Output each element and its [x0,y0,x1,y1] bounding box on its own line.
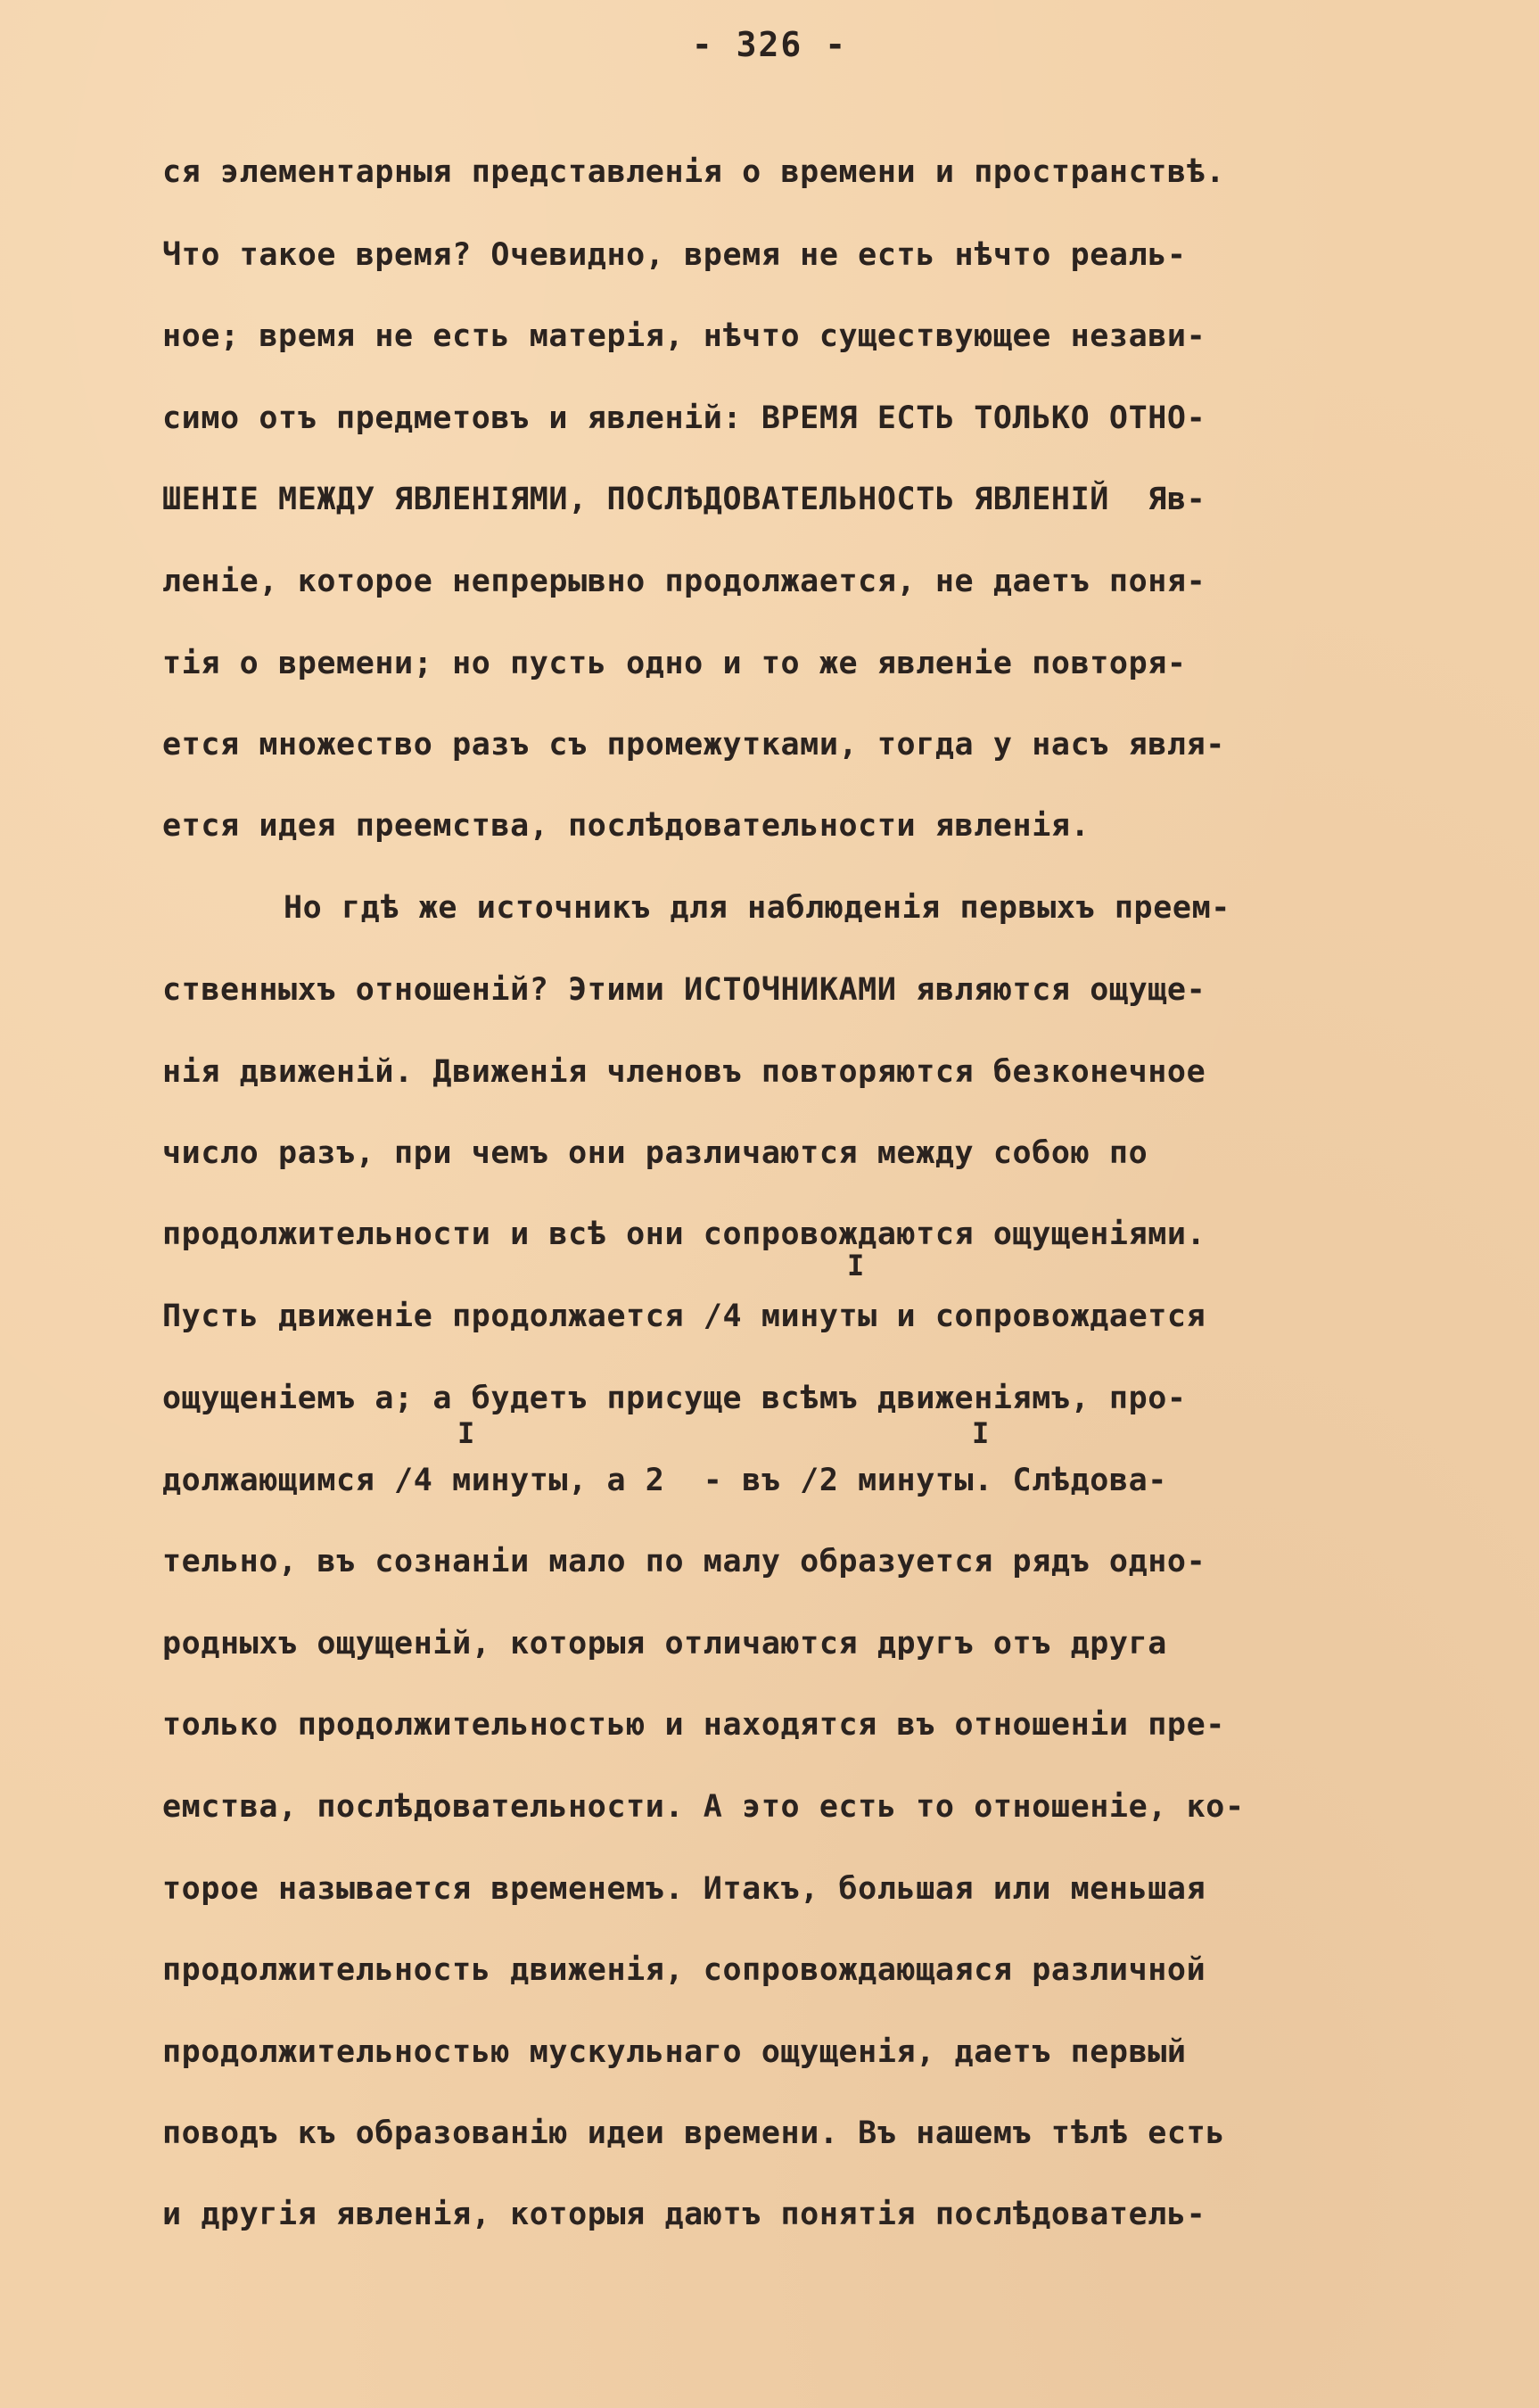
text-line: ственныхъ отношеній? Этими ИСТОЧНИКАМИ являются ощуще- [162,972,1206,1008]
text-line: продолжительность движенія, сопровождающаяся различной [162,1952,1206,1988]
text-line: ное; время не есть матерія, нѣчто существующее незави- [162,318,1206,354]
text-line: ощущеніемъ а; а будетъ присуще всѣмъ движеніямъ, про- [162,1381,1187,1416]
fraction-numerator: I [847,1249,865,1282]
text-line: число разъ, при чемъ они различаются между собою по [162,1135,1148,1171]
text-line: нія движеній. Движенія членовъ повторяются безконечное [162,1054,1206,1090]
text-line: поводъ къ образованію идеи времени. Въ нашемъ тѣлѣ есть [162,2115,1225,2151]
fraction-numerator: I [972,1416,990,1450]
text-line: торое называется временемъ. Итакъ, большая или меньшая [162,1871,1206,1907]
text-line: должающимся /4 минуты, а 2 - въ /2 минуты. Слѣдова- [162,1463,1167,1498]
text-line: ся элементарныя представленія о времени и пространствѣ. [162,154,1225,190]
text-line: продолжительности и всѣ они сопровождаются ощущеніями. [162,1216,1206,1252]
text-line: ШЕНІЕ МЕЖДУ ЯВЛЕНІЯМИ, ПОСЛѢДОВАТЕЛЬНОСТЬ ЯВЛЕНІЙ Яв- [162,482,1206,517]
text-line: ется идея преемства, послѣдовательности явленія. [162,808,1090,844]
text-line: и другія явленія, которыя даютъ понятія послѣдователь- [162,2197,1206,2232]
text-line: продолжительностью мускульнаго ощущенія, даетъ первый [162,2034,1187,2070]
text-line: родныхъ ощущеній, которыя отличаются другъ отъ друга [162,1626,1167,1662]
text-line: Что такое время? Очевидно, время не есть нѣчто реаль- [162,237,1187,273]
text-line: симо отъ предметовъ и явленій: ВРЕМЯ ЕСТЬ ТОЛЬКО ОТНО- [162,400,1206,436]
page-number: - 326 - [691,25,848,64]
text-line: емства, послѣдовательности. А это есть то отношеніе, ко- [162,1789,1245,1825]
text-line: тельно, въ сознаніи мало по малу образуется рядъ одно- [162,1544,1206,1579]
text-line: Пусть движеніе продолжается /4 минуты и сопровождается [162,1299,1206,1334]
paragraph-start-line: Но гдѣ же источникъ для наблюденія первыхъ преем- [284,890,1230,926]
text-line: ется множество разъ съ промежутками, тогда у насъ явля- [162,727,1225,763]
text-line: только продолжительностью и находятся въ отношеніи пре- [162,1707,1225,1743]
fraction-numerator: I [457,1416,475,1450]
text-line: тія о времени; но пусть одно и то же явленіе повторя- [162,646,1187,681]
text-line: леніе, которое непрерывно продолжается, не даетъ поня- [162,564,1206,599]
